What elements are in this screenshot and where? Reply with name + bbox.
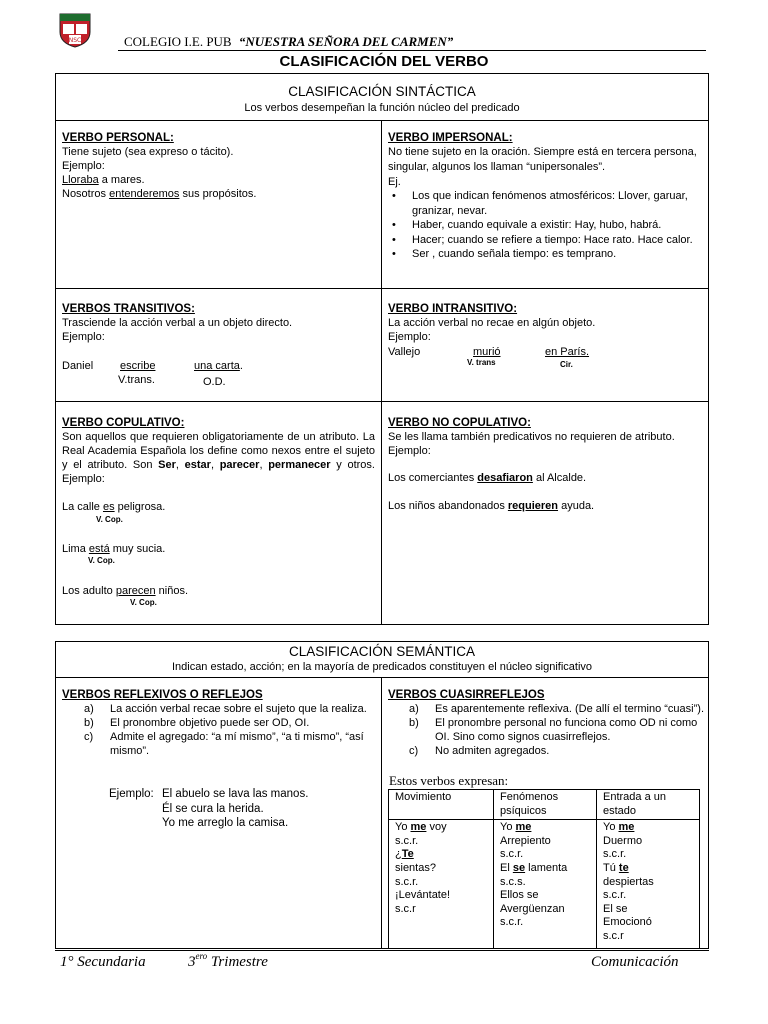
sentence-rest: al Alcalde. [532, 472, 587, 484]
example-label: Ej. [388, 176, 401, 188]
example-sentence: Yo me arreglo la camisa. [162, 817, 289, 829]
example-label: Ejemplo: [109, 788, 154, 800]
pronoun: me [410, 821, 427, 834]
example-sentence [388, 499, 594, 513]
example-line [500, 889, 590, 903]
sentence-rest: a mares. [98, 174, 145, 186]
table-header: Entrada a un estado [597, 790, 700, 820]
example-sentence [62, 584, 188, 598]
table-row [389, 820, 700, 949]
sentence-end: . [239, 360, 243, 372]
row-divider [55, 120, 709, 121]
underlined-verb: desafiaron [477, 472, 533, 484]
verbo-copulativo-cell [62, 416, 375, 486]
list-item: • Hacer; cuando se refiere a tiempo: Hace rato. Hace calor. [412, 233, 700, 248]
keyword-verb: estar [184, 459, 211, 471]
verbos-cuasirreflejos-cell [388, 688, 704, 758]
keyword-verb: Ser [158, 459, 176, 471]
example-text: sientas? [395, 861, 436, 874]
example-text: s.c.r. [603, 848, 627, 861]
example-sentence: El abuelo se lava las manos. [162, 788, 309, 800]
underlined-verb: parecen [115, 585, 156, 597]
example-line [603, 835, 693, 849]
page-title: CLASIFICACIÓN DEL VERBO [279, 53, 489, 70]
example-text: s.c.r. [603, 889, 627, 902]
example-text: Tú [603, 861, 619, 874]
verbo-personal-cell [62, 131, 374, 201]
list-marker: a) [84, 703, 94, 715]
verbo-personal-heading: VERBO PERSONAL: [62, 132, 174, 144]
impersonal-bullet-list [388, 189, 700, 262]
example-line [500, 903, 590, 917]
example-line [500, 835, 590, 849]
underlined-verb: escribe [120, 360, 156, 372]
verbo-no-copulativo-cell [388, 416, 700, 458]
footer-grade: 1° Secundaria [60, 954, 146, 970]
trimester-number: 3 [188, 954, 196, 970]
row-divider [55, 288, 709, 289]
example-line [500, 862, 590, 876]
sentence-start: Nosotros [62, 188, 110, 200]
school-name: “NUESTRA SEÑORA DEL CARMEN” [238, 34, 454, 49]
column-divider [381, 120, 382, 625]
object-tag: O.D. [203, 376, 226, 388]
verb-tag: V. Cop. [88, 556, 115, 565]
header-rule [118, 50, 706, 51]
list-text: El pronombre objetivo puede ser OD, OI. [110, 717, 310, 729]
example-text: Avergüenzan [500, 902, 565, 915]
example-label: Ejemplo: [388, 331, 431, 343]
psychic-examples [500, 821, 590, 930]
separator: , [175, 459, 185, 471]
example-text: s.c.r [395, 902, 416, 915]
example-line [603, 862, 693, 876]
example-text: s.c.r. [395, 834, 419, 847]
quasi-reflexive-table [388, 789, 700, 949]
footer-trimester [188, 953, 268, 971]
verb-tag: V. Cop. [130, 598, 157, 607]
example-subject: Daniel [62, 360, 94, 372]
separator: , [259, 459, 269, 471]
table-cell [597, 820, 700, 949]
list-item [409, 702, 704, 716]
verbo-impersonal-heading: VERBO IMPERSONAL: [388, 132, 513, 144]
school-logo [58, 12, 92, 48]
sentence-rest: ayuda. [558, 500, 595, 512]
footer-subject: Comunicación [591, 954, 679, 970]
row-divider [55, 401, 709, 402]
underlined-verb: es [102, 501, 115, 513]
school-prefix: COLEGIO I.E. PUB [124, 34, 232, 49]
underlined-verb: está [88, 543, 110, 555]
example-text: s.c.r [603, 929, 624, 942]
example-line [603, 821, 693, 835]
verbos-reflexivos-cell [62, 688, 374, 758]
example-line [395, 862, 487, 876]
example-subject: Vallejo [388, 346, 421, 358]
school-header [124, 34, 453, 50]
syntactic-title: CLASIFICACIÓN SINTÁCTICA [288, 84, 476, 99]
example-text: Yo [395, 821, 411, 834]
example-text: Yo [500, 821, 516, 834]
list-item [84, 730, 370, 758]
example-text: s.c.r. [395, 875, 419, 888]
keyword-verb: permanecer [268, 459, 331, 471]
example-line [395, 821, 487, 835]
example-line [500, 848, 590, 862]
quasi-list [388, 702, 704, 758]
list-marker: c) [409, 745, 419, 757]
list-item: • Haber, cuando equivale a existir: Hay, hubo, habrá. [412, 218, 700, 233]
semantic-subtitle: Indican estado, acción; en la mayoría de predicados constituyen el núcleo significativo [171, 661, 593, 673]
underlined-object: una carta [194, 360, 240, 372]
underlined-verb: entenderemos [109, 188, 180, 200]
pronoun: se [512, 861, 526, 874]
example-line [395, 889, 487, 903]
verbo-impersonal-desc: No tiene sujeto en la oración. Siempre está en tercera persona, singular, algunos los llaman “unipersonales”. [388, 146, 697, 173]
example-line [500, 821, 590, 835]
list-item [409, 744, 704, 758]
svg-text:NSC: NSC [68, 37, 82, 44]
list-item: • Los que indican fenómenos atmosféricos: Llover, garuar, granizar, nevar. [412, 189, 700, 218]
table-header-row [389, 790, 700, 820]
verbo-impersonal-cell [388, 131, 700, 262]
pronoun: te [618, 861, 629, 874]
example-line [395, 903, 487, 917]
example-line [603, 848, 693, 862]
sentence-start: La calle [62, 501, 103, 513]
example-text: El [500, 861, 513, 874]
verbo-transitivo-desc: Trasciende la acción verbal a un objeto directo. [62, 317, 293, 329]
sentence-start: Lima [62, 543, 89, 555]
desc-text: y otros. Ejemplo: [62, 459, 375, 485]
example-text: lamenta [525, 861, 568, 874]
verbo-personal-desc: Tiene sujeto (sea expreso o tácito). [62, 146, 234, 158]
example-line [603, 916, 693, 930]
pronoun: me [618, 821, 635, 834]
complement-tag: Cir. [560, 360, 573, 369]
example-text: s.c.s. [500, 875, 526, 888]
example-label: Ejemplo: [62, 331, 105, 343]
verbo-copulativo-desc [62, 430, 375, 486]
list-item [84, 702, 370, 716]
verb-tag: V. trans [467, 358, 496, 367]
list-marker: b) [409, 717, 419, 729]
verbo-intransitivo-cell [388, 302, 700, 344]
example-sentence [388, 471, 586, 485]
sentence-rest: peligrosa. [114, 501, 166, 513]
list-item: • Ser , cuando señala tiempo: es temprano. [412, 247, 700, 262]
pronoun: Te [401, 848, 414, 861]
list-marker: b) [84, 717, 94, 729]
list-text: La acción verbal recae sobre el sujeto que la realiza. [110, 703, 367, 715]
example-text: despiertas [603, 875, 654, 888]
table-cell [494, 820, 597, 949]
example-line [395, 848, 487, 862]
verbo-copulativo-heading: VERBO COPULATIVO: [62, 417, 185, 429]
separator: , [210, 459, 220, 471]
example-sentence [62, 187, 374, 201]
list-text: No admiten agregados. [435, 745, 550, 757]
express-label: Estos verbos expresan: [389, 773, 509, 788]
example-label: Ejemplo: [62, 160, 105, 172]
sentence-start: Los adulto [62, 585, 116, 597]
list-marker: c) [84, 731, 94, 743]
sentence-start: Los comerciantes [388, 472, 478, 484]
verbos-reflexivos-heading: VERBOS REFLEXIVOS O REFLEJOS [62, 689, 263, 701]
list-text: Admite el agregado: “a mí mismo”, “a ti mismo”, “así mismo”. [110, 731, 364, 757]
example-text: Arrepiento [500, 834, 551, 847]
verbo-intransitivo-desc: La acción verbal no recae en algún objeto. [388, 317, 596, 329]
example-line [395, 876, 487, 890]
example-line [603, 876, 693, 890]
semantic-title: CLASIFICACIÓN SEMÁNTICA [288, 644, 476, 659]
example-text: ¿ [395, 848, 402, 861]
example-object [194, 359, 243, 373]
example-text: ¡Levántate! [395, 889, 451, 902]
underlined-verb: requieren [507, 500, 559, 512]
example-text: El se [603, 902, 628, 915]
underlined-verb: murió [473, 346, 501, 358]
example-text: Duermo [603, 834, 643, 847]
example-sentence [62, 173, 374, 187]
verb-tag: V. Cop. [96, 515, 123, 524]
example-text: Yo [603, 821, 619, 834]
example-text: s.c.r. [500, 848, 524, 861]
column-divider [381, 677, 382, 949]
row-divider [55, 677, 709, 678]
example-text: voy [426, 821, 447, 834]
verbo-transitivo-cell [62, 302, 374, 344]
verbo-no-copulativo-desc: Se les llama también predicativos no requieren de atributo. Ejemplo: [388, 431, 675, 457]
verbos-cuasirreflejos-heading: VERBOS CUASIRREFLEJOS [388, 689, 545, 701]
reflexive-list [62, 702, 370, 758]
verbo-intransitivo-heading: VERBO INTRANSITIVO: [388, 303, 518, 315]
example-line [500, 916, 590, 930]
example-sentence: Él se cura la herida. [162, 802, 264, 815]
example-line [603, 930, 693, 944]
sentence-rest: sus propósitos. [179, 188, 257, 200]
underlined-complement: en París. [545, 346, 590, 358]
trimester-word: Trimestre [210, 954, 268, 970]
example-text: Emocionó [603, 916, 652, 929]
example-text: Ellos se [500, 889, 539, 902]
pronoun: me [515, 821, 532, 834]
example-sentence [62, 542, 165, 556]
list-item [409, 716, 704, 744]
footer-rule [55, 950, 709, 951]
desc-text: Son aquellos que requieren obligatoriamente de un atributo. La Real Academia Española los define como nexos entre el sujeto y el atributo. Son [62, 431, 375, 471]
verbo-no-copulativo-heading: VERBO NO COPULATIVO: [388, 417, 531, 429]
syntactic-subtitle: Los verbos desempeñan la función núcleo del predicado [244, 102, 520, 114]
reflexive-examples [162, 787, 308, 831]
list-text: El pronombre personal no funciona como OD ni como OI. Sino como signos cuasirreflejos. [435, 717, 698, 743]
trimester-suffix: ero [195, 951, 208, 961]
table-header: Movimiento [389, 790, 494, 820]
keyword-verb: parecer [219, 459, 260, 471]
example-text: s.c.r. [500, 916, 524, 929]
list-marker: a) [409, 703, 419, 715]
verbo-transitivo-heading: VERBOS TRANSITIVOS: [62, 303, 195, 315]
sentence-start: Los niños abandonados [388, 500, 508, 512]
example-sentence [62, 500, 165, 514]
list-item [84, 716, 370, 730]
verb-tag: V.trans. [118, 374, 155, 386]
example-line [603, 889, 693, 903]
example-line [603, 903, 693, 917]
example-line [500, 876, 590, 890]
underlined-verb: Lloraba [62, 174, 99, 186]
sentence-rest: niños. [155, 585, 189, 597]
table-header: Fenómenos psíquicos [494, 790, 597, 820]
sentence-rest: muy sucia. [109, 543, 166, 555]
movement-examples [395, 821, 487, 916]
state-examples [603, 821, 693, 943]
table-cell [389, 820, 494, 949]
example-line [395, 835, 487, 849]
list-text: Es aparentemente reflexiva. (De allí el termino “cuasi”). [435, 703, 704, 715]
